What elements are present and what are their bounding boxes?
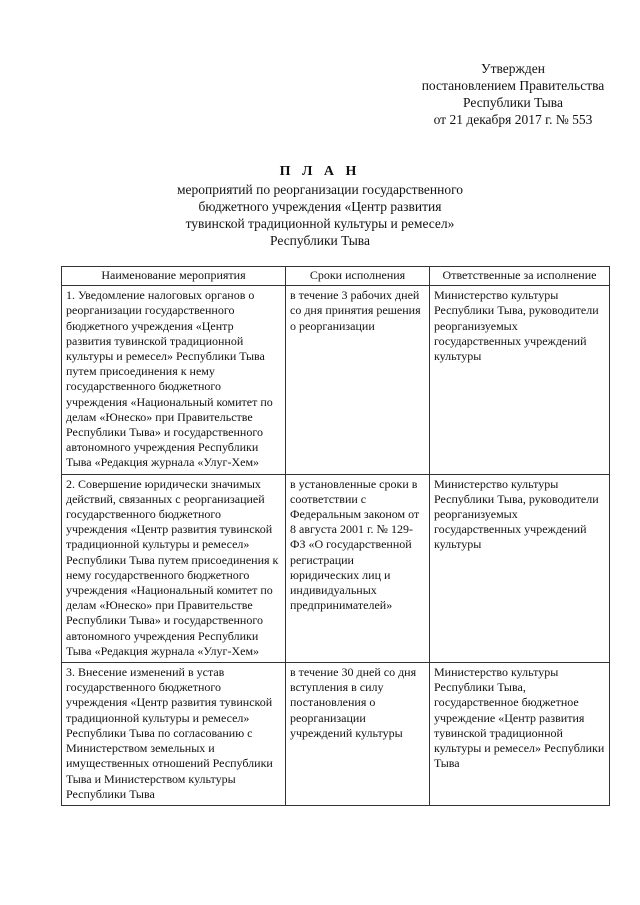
approval-line-date-number: от 21 декабря 2017 г. № 553 (433, 112, 593, 127)
title-line-3: тувинской традиционной культуры и ремесел» (185, 216, 455, 231)
table-row (62, 474, 610, 662)
cell-deadline: в течение 3 рабочих дней со дня принятия решения о реорганизации (286, 286, 430, 474)
measures-table (61, 266, 610, 806)
cell-responsible: Министерство культуры Республики Тыва, государственное бюджетное учреждение «Центр развития тувинской традиционной культуры и ремесел» Республики Тыва (430, 663, 610, 806)
approval-stamp (398, 60, 628, 128)
cell-deadline: в течение 30 дней со дня вступления в силу постановления о реорганизации учреждений культуры (286, 663, 430, 806)
document-title (110, 163, 530, 249)
header-responsible: Ответственные за исполнение (430, 267, 610, 286)
approval-line-republic: Республики Тыва (463, 95, 563, 110)
header-deadline: Сроки исполнения (286, 267, 430, 286)
header-measure-name: Наименование мероприятия (62, 267, 286, 286)
cell-responsible: Министерство культуры Республики Тыва, руководители реорганизуемых государственных учреждений культуры (430, 286, 610, 474)
table-header-row (62, 267, 610, 286)
table-row (62, 286, 610, 474)
approval-line-approved: Утвержден (481, 61, 545, 76)
table-row (62, 663, 610, 806)
approval-line-decree: постановлением Правительства (421, 78, 605, 93)
plan-heading: П Л А Н (279, 164, 361, 179)
cell-measure-name: 1. Уведомление налоговых органов о реорганизации государственного бюджетного учреждения «Центр развития тувинской традиционной культуры и ремесел» Республики Тыва путем присоединения к нему государственного бюджетного учреждения «Национальный комитет по делам «Юнеско» при Правительстве Республики Тыва» и государственного автономного учреждения Республики Тыва «Редакция журнала «Улуг-Хем» (62, 286, 286, 474)
title-line-4: Республики Тыва (270, 233, 370, 248)
cell-measure-name: 3. Внесение изменений в устав государственного бюджетного учреждения «Центр развития тувинской традиционной культуры и ремесел» Республики Тыва по согласованию с Министерством земельных и имущественных отношений Республики Тыва и Министерством культуры Республики Тыва (62, 663, 286, 806)
cell-measure-name: 2. Совершение юридически значимых действий, связанных с реорганизацией государственного бюджетного учреждения «Центр развития тувинской традиционной культуры и ремесел» Республики Тыва путем присоединения к нему государственного бюджетного учреждения «Национальный комитет по делам «Юнеско» при Правительстве Республики Тыва» и государственного автономного учреждения Республики Тыва «Редакция журнала «Улуг-Хем» (62, 474, 286, 662)
cell-responsible: Министерство культуры Республики Тыва, руководители реорганизуемых государственных учреждений культуры (430, 474, 610, 662)
title-line-1: мероприятий по реорганизации государственного (176, 182, 464, 197)
cell-deadline: в установленные сроки в соответствии с Федеральным законом от 8 августа 2001 г. № 129-ФЗ «О государственной регистрации юридических лиц и индивидуальных предпринимателей» (286, 474, 430, 662)
title-line-2: бюджетного учреждения «Центр развития (198, 199, 442, 214)
